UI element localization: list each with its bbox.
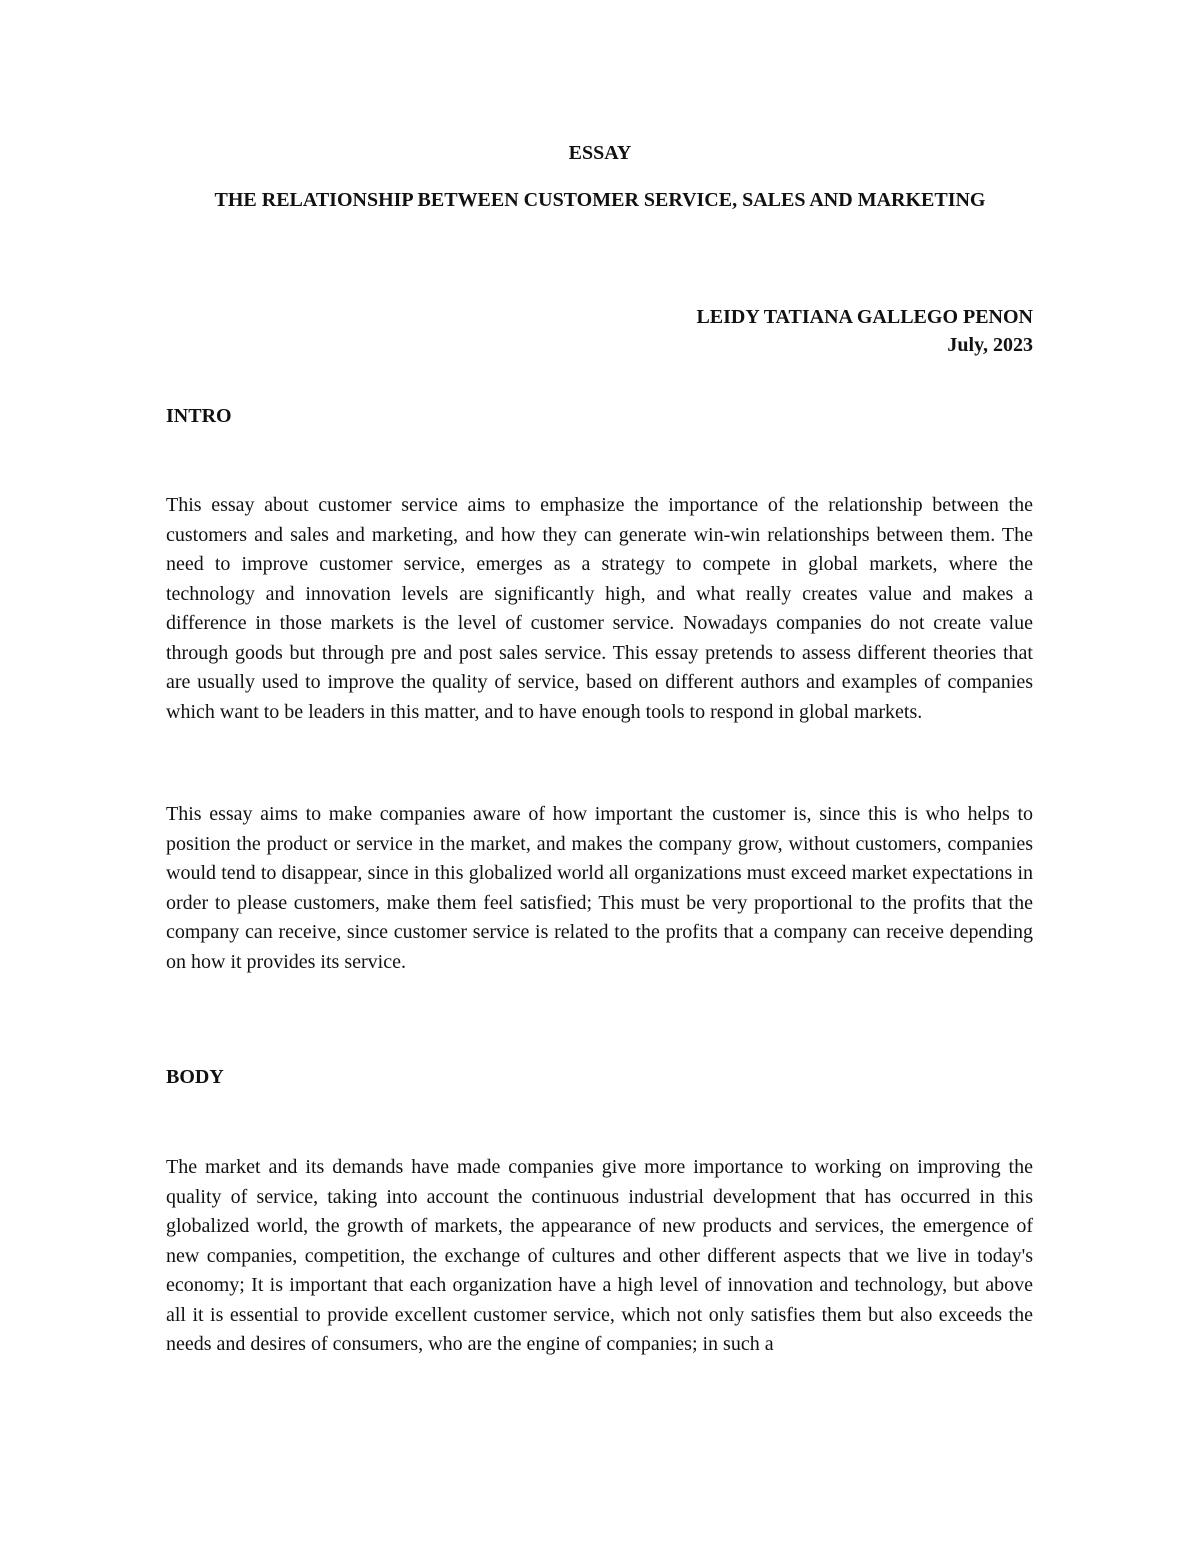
author-name: LEIDY TATIANA GALLEGO PENON <box>696 306 1033 328</box>
body-heading: BODY <box>166 1066 224 1088</box>
intro-paragraph-1: This essay about customer service aims to emphasize the importance of the relationship between the customers and sales and marketing, and how they can generate win-win relationships between them. The need to improve customer service, emerges as a strategy to compete in global markets, where the technology and innovation levels are significantly high, and what really creates value and makes a difference in those markets is the level of customer service. Nowadays companies do not create value through goods but through pre and post sales service. This essay pretends to assess different theories that are usually used to improve the quality of service, based on different authors and examples of companies which want to be leaders in this matter, and to have enough tools to respond in global markets. <box>166 494 1033 723</box>
essay-title: ESSAY <box>568 142 632 164</box>
body-paragraph-1: The market and its demands have made companies give more importance to working on improving the quality of service, taking into account the continuous industrial development that has occurred in this globalized world, the growth of markets, the appearance of new products and services, the emergence of new companies, competition, the exchange of cultures and other different aspects that we live in today's economy; It is important that each organization have a high level of innovation and technology, but above all it is essential to provide excellent customer service, which not only satisfies them but also exceeds the needs and desires of consumers, who are the engine of companies; in such a <box>166 1156 1033 1355</box>
essay-subtitle: THE RELATIONSHIP BETWEEN CUSTOMER SERVICE, SALES AND MARKETING <box>214 189 986 211</box>
intro-heading: INTRO <box>166 405 232 427</box>
intro-paragraph-2: This essay aims to make companies aware of how important the customer is, since this is who helps to position the product or service in the market, and makes the company grow, without customers, companies would tend to disappear, since in this globalized world all organizations must exceed market expectations in order to please customers, make them feel satisfied; This must be very proportional to the profits that the company can receive, since customer service is related to the profits that a company can receive depending on how it provides its service. <box>166 803 1033 973</box>
essay-date: July, 2023 <box>947 334 1033 356</box>
